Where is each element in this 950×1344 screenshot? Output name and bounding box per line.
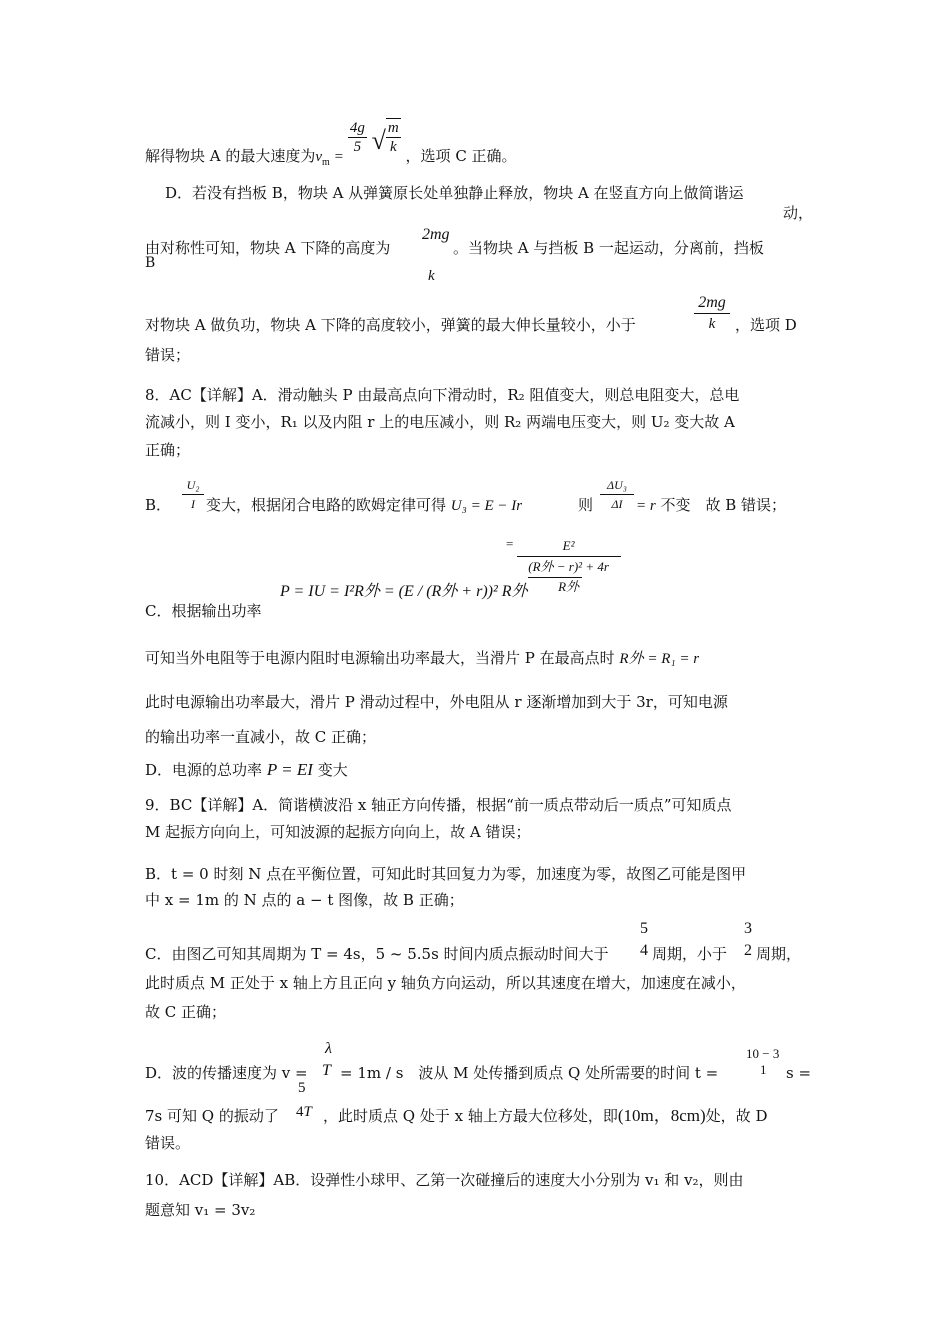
p7-line4: 对物块 A 做负功，物块 A 下降的高度较小，弹簧的最大伸长量较小，小于 <box>145 316 636 334</box>
p7-line3-post: 。当物块 A 与挡板 B 一起运动，分离前，挡板 <box>453 239 764 257</box>
p9-d-line3: 错误。 <box>145 1134 191 1152</box>
text: ，选项 C 正确。 <box>405 147 517 165</box>
p9-c-frac2-num: 3 <box>744 920 752 937</box>
p8-c-formula: P = IU = I²R外 = (E / (R外 + r))² R外 <box>280 583 528 600</box>
p7-frac-den: k <box>428 268 435 284</box>
p7-frac2: 2mg k <box>694 293 730 334</box>
p9-d-line1: D．波的传播速度为 v = <box>145 1064 308 1082</box>
p8-b-post: = r 不变 故 B 错误； <box>636 496 787 514</box>
text: 解得物块 A 的最大速度为 <box>145 147 316 165</box>
p10-line2: 题意知 v₁ = 3v₂ <box>145 1201 256 1219</box>
p9-c-line2: 此时质点 M 正处于 x 轴上方且正向 y 轴负方向运动，所以其速度在增大，加速度在减小， <box>145 974 746 992</box>
p7-line3-b: B <box>145 255 156 271</box>
p9-c-line1-c: 周期， <box>756 945 802 963</box>
sqrt-fraction: $\frac{m}{k}$ <box>387 120 399 155</box>
p8-c-line4: 的输出功率一直减小，故 C 正确； <box>145 728 377 746</box>
p9-d-line1-c: s = <box>786 1064 812 1082</box>
p9-c-frac2-den: 2 <box>744 942 752 959</box>
p8-b-frac: U₂ I <box>182 476 204 513</box>
p9-d-frac2-den: 4T <box>296 1104 312 1120</box>
p8-b-text: 变大，根据闭合电路的欧姆定律可得 U₃ = E − Ir <box>206 496 523 514</box>
p9-c-frac1-num: 5 <box>640 920 648 937</box>
p7-line5: 错误； <box>145 346 191 364</box>
p9-d-line2-b: ，此时质点 Q 处于 x 轴上方最大位移处，即(10m，8cm)处，故 D <box>323 1106 768 1125</box>
p9-d-frac-num: λ <box>325 1040 332 1057</box>
fraction: $\frac{4g}{5}$ <box>349 119 365 155</box>
p8-c-formula2: = E² (R外 − r)² + 4r R外 <box>506 536 621 596</box>
p9-d-t-top: 10 − 3 <box>746 1046 780 1061</box>
p9-c-line3: 故 C 正确； <box>145 1003 227 1021</box>
p8-d-line: D．电源的总功率 P = EI 变大 <box>145 760 348 779</box>
p9-d-frac-den: T <box>322 1062 331 1079</box>
p7-line3: 由对称性可知，物块 A 下降的高度为 <box>145 239 391 257</box>
p9-d-line1-b: = 1m / s 波从 M 处传播到质点 Q 处所需要的时间 t = <box>340 1064 719 1082</box>
p8-c-line3: 此时电源输出功率最大，滑片 P 滑动过程中，外电阻从 r 逐渐增加到大于 3r，可知电源 <box>145 693 728 711</box>
p10-line1: 10．ACD【详解】AB．设弹性小球甲、乙第一次碰撞后的速度大小分别为 v₁ 和 v₂，则由 <box>145 1171 744 1189</box>
p9-line1: 9．BC【详解】A．简谐横波沿 x 轴正方向传播，根据“前一质点带动后一质点”可知质点 <box>145 796 732 814</box>
p9-d-line2: 7s 可知 Q 的振动了 <box>145 1107 279 1125</box>
p8-b-label: B． <box>145 496 172 514</box>
p9-c-frac1-den: 4 <box>640 942 648 959</box>
p7-line2: D．若没有挡板 B，物块 A 从弹簧原长处单独静止释放，物块 A 在竖直方向上做简谐运 <box>165 184 744 202</box>
p9-d-t-bot: 1 <box>760 1062 767 1077</box>
p7-line2-cont: 动， <box>783 204 814 222</box>
p9-c-line1-b: 周期，小于 <box>652 945 728 963</box>
p7-line4-post: ，选项 D <box>735 316 797 334</box>
p9-c-line1: C．由图乙可知其周期为 T = 4s，5 ~ 5.5s 时间内质点振动时间大于 <box>145 945 609 963</box>
p8-b-frac2: ΔU₃ ΔI <box>600 476 634 513</box>
p8-c-line2: 可知当外电阻等于电源内阻时电源输出功率最大，当滑片 P 在最高点时 R外 = R₁ = r <box>145 649 700 667</box>
p8-line1: 8．AC【详解】A．滑动触头 P 由最高点向下滑动时，R₂ 阻值变大，则总电阻变大，总电 <box>145 386 740 404</box>
p9-b-line1: B．t = 0 时刻 N 点在平衡位置，可知此时其回复力为零，加速度为零，故图乙可能是图甲 <box>145 865 747 883</box>
p8-b-then: 则 <box>578 496 594 514</box>
p7-line1: 解得物块 A 的最大速度为$v_m$ = $\frac{4g}{5}$ √ $\frac{m}{k}$ ，选项 C 正确。 <box>145 119 517 168</box>
p9-line2: M 起振方向向上，可知波源的起振方向向上，故 A 错误； <box>145 823 531 841</box>
p9-d-frac2-num: 5 <box>298 1080 306 1096</box>
p8-line3: 正确； <box>145 441 191 459</box>
p9-b-line2: 中 x = 1m 的 N 点的 a − t 图像，故 B 正确； <box>145 891 464 909</box>
p8-c-label: C．根据输出功率 <box>145 602 262 620</box>
p7-frac-num: 2mg <box>422 226 450 243</box>
p8-line2: 流减小，则 I 变小，R₁ 以及内阻 r 上的电压减小，则 R₂ 两端电压变大，则 U₂ 变大故 A <box>145 413 735 431</box>
